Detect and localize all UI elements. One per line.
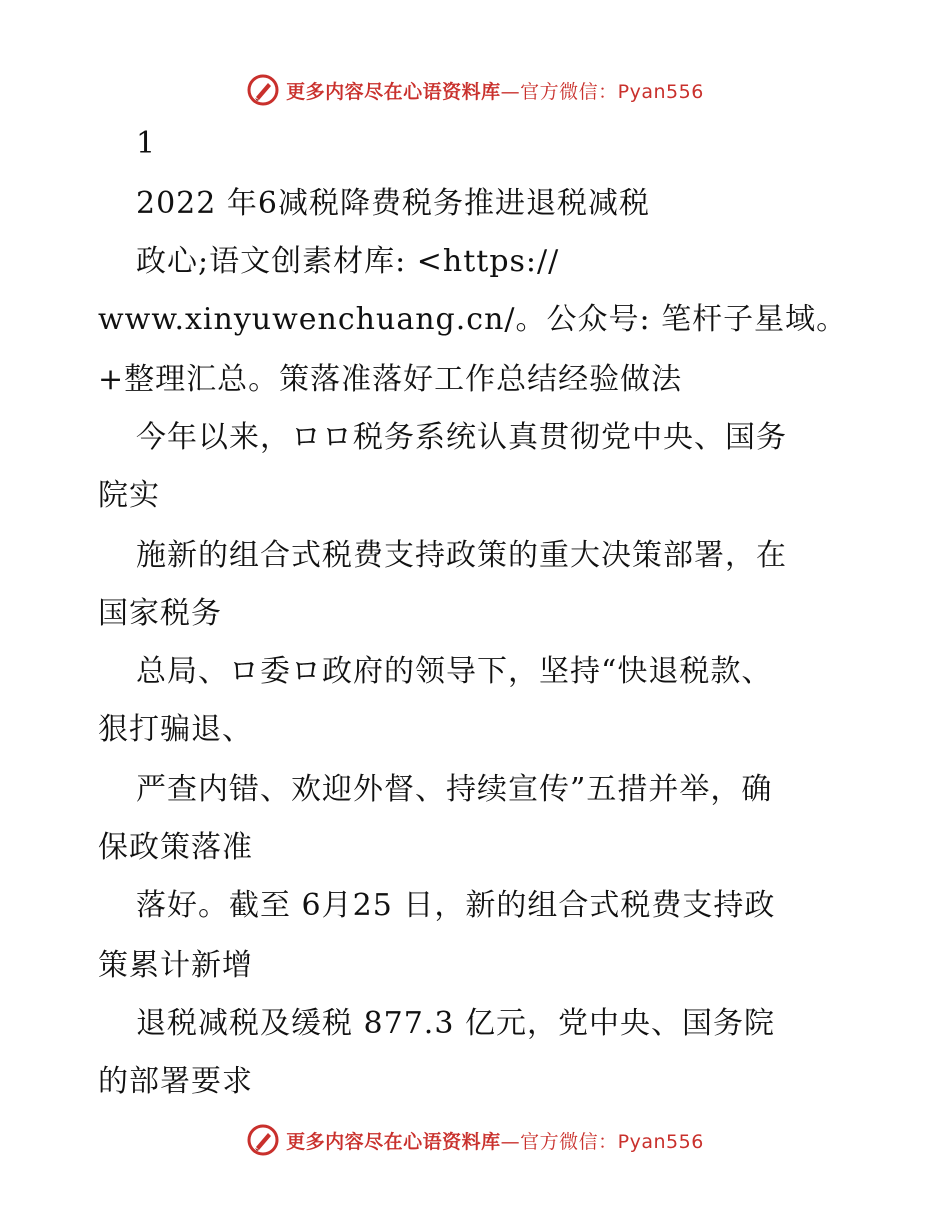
text-line-10: 总局、ロ委ロ政府的领导下，坚持“快退税款、 <box>136 654 773 689</box>
pen-logo-icon <box>246 1123 280 1157</box>
footer-banner-text <box>286 1127 704 1154</box>
text-line-15: 策累计新增 <box>98 948 253 983</box>
footer-banner <box>0 1120 950 1160</box>
text-line-7: 院实 <box>98 478 160 513</box>
text-line-4: www.xinyuwenchuang.cn/。公众号: 笔杆子星域。 <box>98 302 848 337</box>
text-line-8: 施新的组合式税费支持政策的重大决策部署，在 <box>136 538 787 573</box>
pen-logo-icon <box>246 73 280 107</box>
header-banner-title: 更多内容尽在心语资料库 <box>286 80 501 103</box>
footer-banner-wechat: 官方微信：Pyan556 <box>520 1130 704 1153</box>
header-banner-wechat: 官方微信：Pyan556 <box>520 80 704 103</box>
header-banner-separator: — <box>500 80 521 103</box>
text-line-16: 退税减税及缓税 877.3 亿元，党中央、国务院 <box>136 1006 775 1041</box>
text-line-6: 今年以来，ロロ税务系统认真贯彻党中央、国务 <box>136 420 787 455</box>
text-line-12: 严查内错、欢迎外督、持续宣传”五措并举，确 <box>136 772 773 807</box>
footer-banner-separator: — <box>500 1130 521 1153</box>
text-line-11: 狠打骗退、 <box>98 712 253 747</box>
text-line-5: +整理汇总。策落准落好工作总结经验做法 <box>98 362 683 397</box>
header-banner-text <box>286 77 704 104</box>
footer-banner-title: 更多内容尽在心语资料库 <box>286 1130 501 1153</box>
text-line-2: 2022 年6减税降费税务推进退税减税 <box>136 186 650 221</box>
text-line-14: 落好。截至 6月25 日，新的组合式税费支持政 <box>136 888 776 923</box>
text-line-17: 的部署要求 <box>98 1064 253 1099</box>
header-banner <box>0 70 950 110</box>
text-line-13: 保政策落准 <box>98 830 253 865</box>
text-line-3: 政心;语文创素材库: <https:// <box>136 244 560 279</box>
text-line-1: 1 <box>136 126 157 161</box>
text-line-9: 国家税务 <box>98 596 222 631</box>
